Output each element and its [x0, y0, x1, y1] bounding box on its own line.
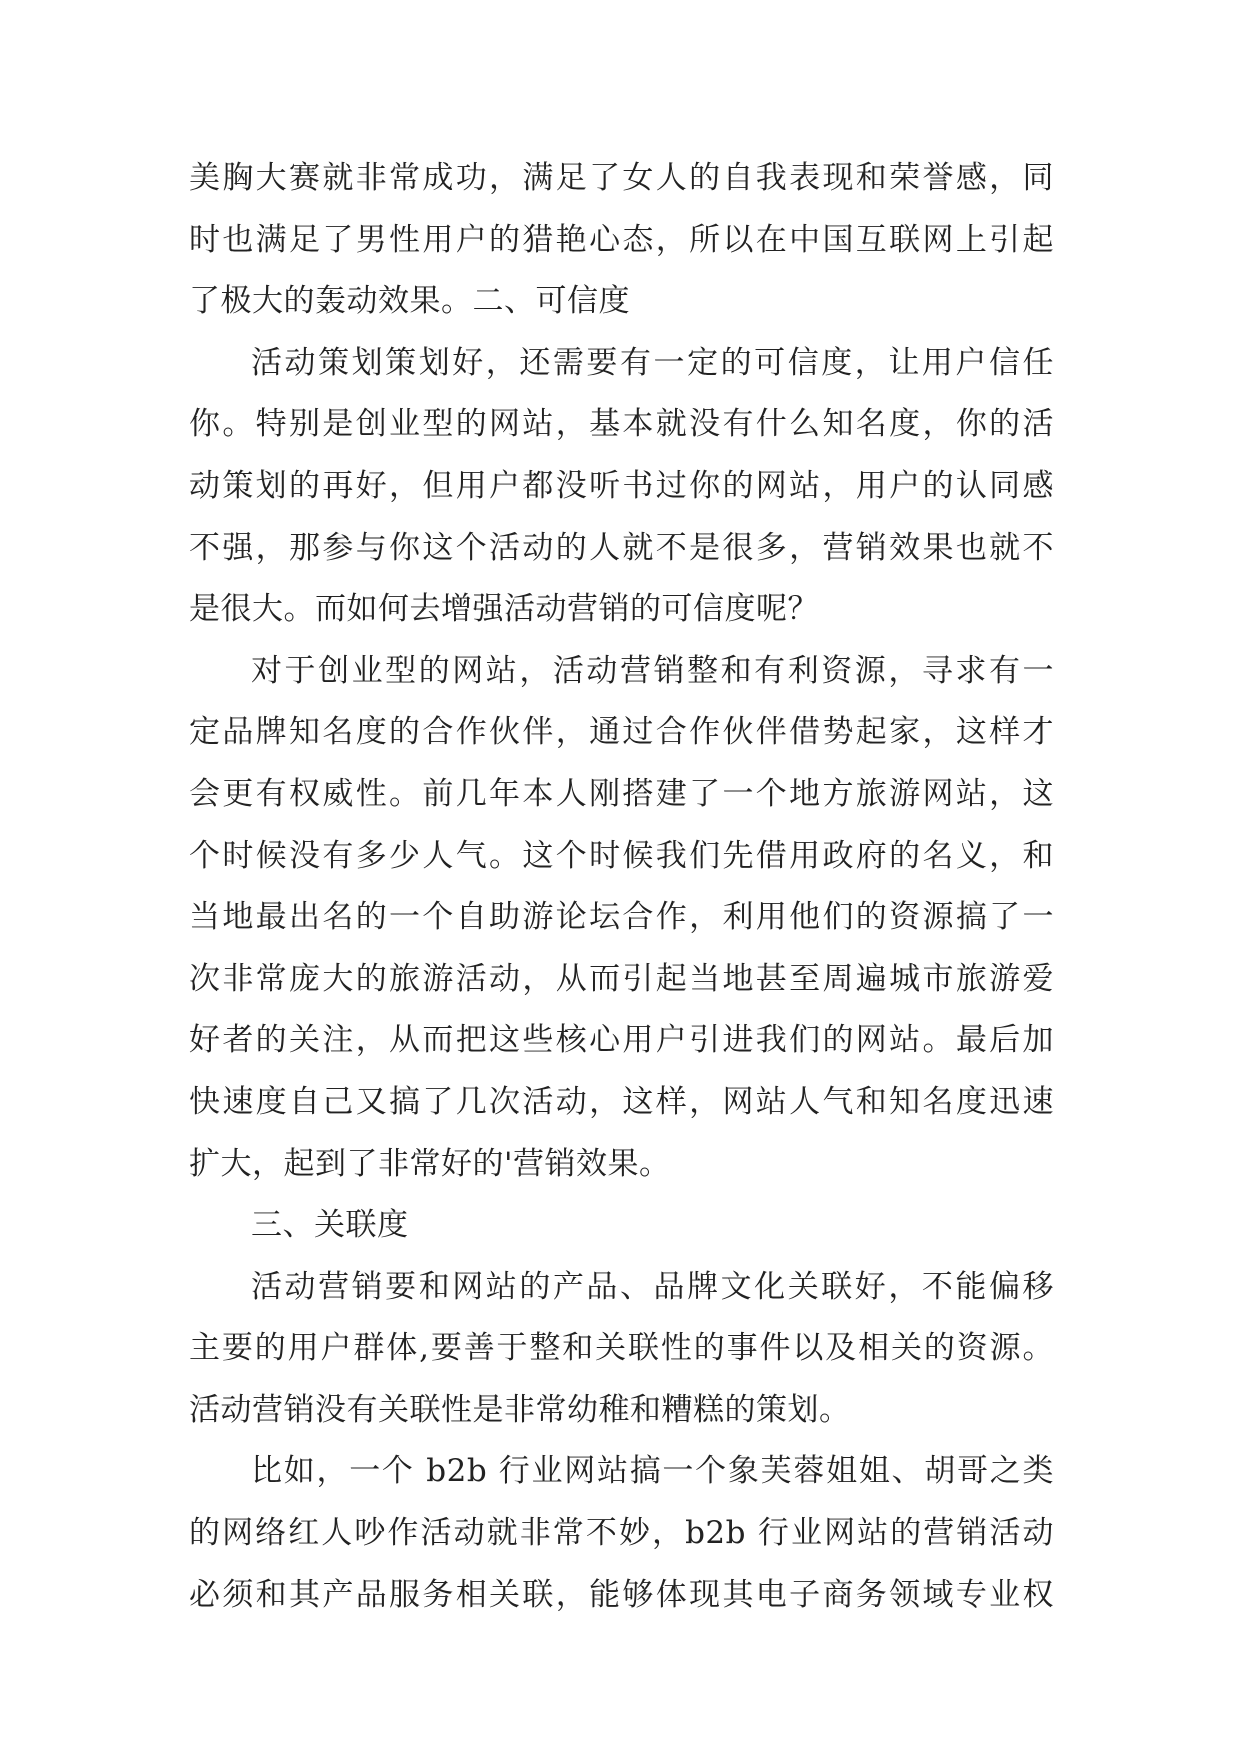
text-line: 次非常庞大的旅游活动，从而引起当地甚至周遍城市旅游爱	[189, 960, 1054, 997]
document-body	[189, 148, 1054, 1626]
text-line: 当地最出名的一个自助游论坛合作，利用他们的资源搞了一	[189, 899, 1054, 936]
text-line: 必须和其产品服务相关联，能够体现其电子商务领域专业权	[189, 1576, 1054, 1613]
text-line: 你。特别是创业型的网站，基本就没有什么知名度，你的活	[189, 406, 1054, 443]
text-line: 个时候没有多少人气。这个时候我们先借用政府的名义，和	[189, 837, 1054, 874]
text-line: 不强，那参与你这个活动的人就不是很多，营销效果也就不	[189, 529, 1054, 566]
text-line: 活动策划策划好，还需要有一定的可信度，让用户信任	[251, 344, 1054, 381]
text-line: 的网络红人吵作活动就非常不妙，b2b 行业网站的营销活动	[189, 1515, 1054, 1552]
section-heading: 三、关联度	[251, 1207, 409, 1244]
text-line: 是很大。而如何去增强活动营销的可信度呢？	[189, 591, 819, 628]
text-line: 活动营销没有关联性是非常幼稚和糟糕的策划。	[189, 1391, 851, 1428]
text-line: 扩大，起到了非常好的'营销效果。	[189, 1145, 671, 1182]
text-line: 时也满足了男性用户的猎艳心态，所以在中国互联网上引起	[189, 221, 1054, 258]
text-line: 好者的关注，从而把这些核心用户引进我们的网站。最后加	[189, 1022, 1054, 1059]
text-line: 比如，一个 b2b 行业网站搞一个象芙蓉姐姐、胡哥之类	[251, 1453, 1054, 1490]
text-line: 定品牌知名度的合作伙伴，通过合作伙伴借势起家，这样才	[189, 714, 1054, 751]
text-line: 快速度自己又搞了几次活动，这样，网站人气和知名度迅速	[189, 1083, 1054, 1120]
text-line: 会更有权威性。前几年本人刚搭建了一个地方旅游网站，这	[189, 775, 1054, 812]
text-line: 对于创业型的网站，活动营销整和有利资源，寻求有一	[251, 652, 1054, 689]
text-line: 主要的用户群体,要善于整和关联性的事件以及相关的资源。	[189, 1330, 1054, 1367]
text-line: 美胸大赛就非常成功，满足了女人的自我表现和荣誉感，同	[189, 160, 1054, 196]
text-line: 动策划的再好，但用户都没听书过你的网站，用户的认同感	[189, 467, 1054, 504]
text-line: 活动营销要和网站的产品、品牌文化关联好，不能偏移	[251, 1268, 1054, 1305]
text-line: 了极大的轰动效果。二、可信度	[189, 283, 630, 320]
